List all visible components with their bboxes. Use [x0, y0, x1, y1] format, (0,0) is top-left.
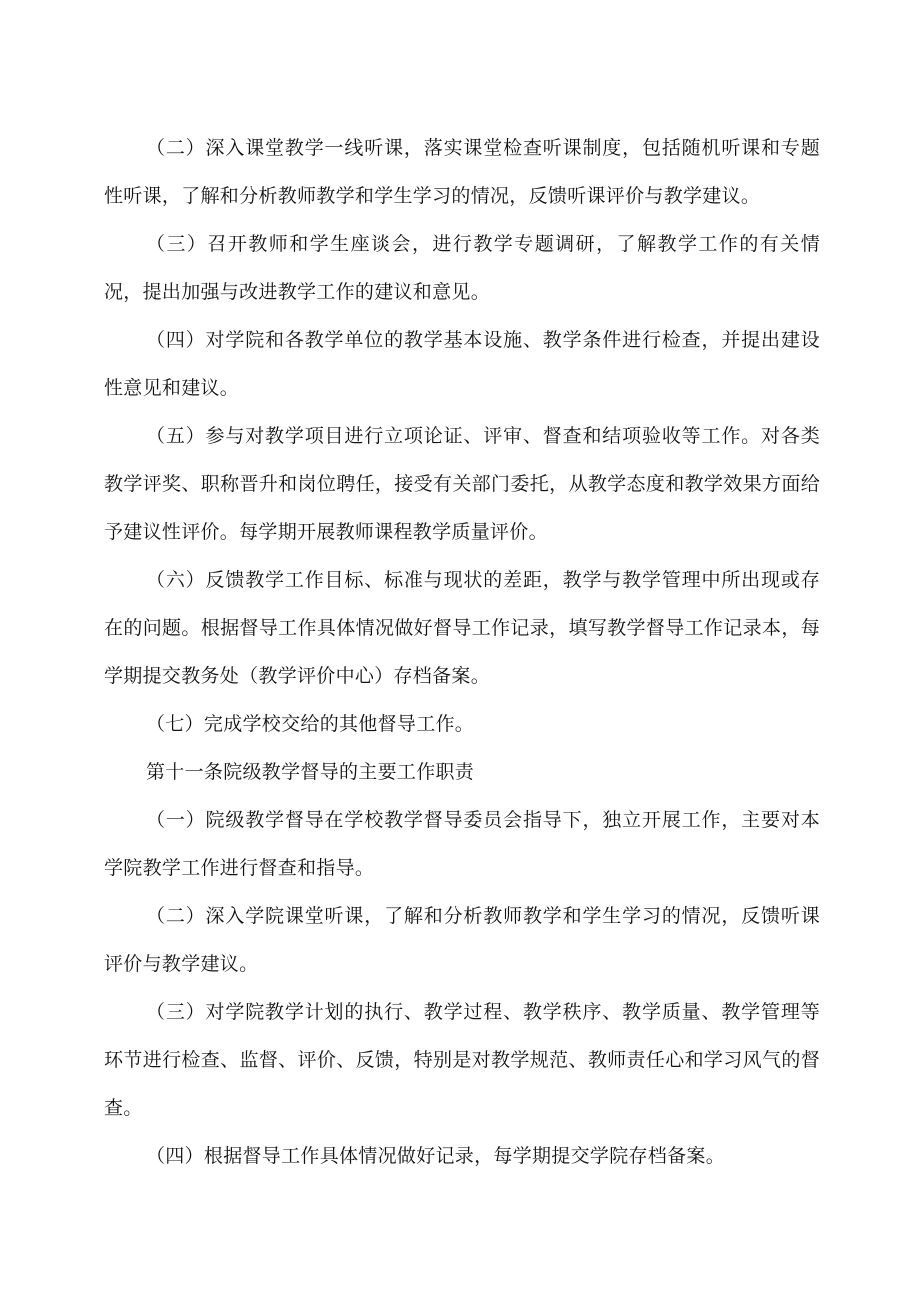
- paragraph-college-item-1: （一）院级教学督导在学校教学督导委员会指导下，独立开展工作，主要对本学院教学工作进行督查和指导。: [104, 809, 820, 879]
- paragraph-item-6: （六）反馈教学工作目标、标准与现状的差距，教学与教学管理中所出现或存在的问题。根据督导工作具体情况做好督导工作记录，填写教学督导工作记录本，每学期提交教务处（教学评价中心）存档备案。: [104, 569, 820, 687]
- paragraph-item-3: （三）召开教师和学生座谈会，进行教学专题调研，了解教学工作的有关情况，提出加强与改进教学工作的建议和意见。: [104, 233, 820, 303]
- paragraph-college-item-2: （二）深入学院课堂听课，了解和分析教师教学和学生学习的情况，反馈听课评价与教学建议。: [104, 905, 820, 975]
- article-heading: 第十一条院级教学督导的主要工作职责: [146, 761, 475, 783]
- paragraph-item-2: （二）深入课堂教学一线听课，落实课堂检查听课制度，包括随机听课和专题性听课，了解和分析教师教学和学生学习的情况，反馈听课评价与教学建议。: [104, 137, 820, 207]
- paragraph-item-5: （五）参与对教学项目进行立项论证、评审、督查和结项验收等工作。对各类教学评奖、职称晋升和岗位聘任，接受有关部门委托，从教学态度和教学效果方面给予建议性评价。每学期开展教师课程教学质量评价。: [104, 425, 820, 543]
- paragraph-item-7: （七）完成学校交给的其他督导工作。: [146, 713, 475, 735]
- paragraph-college-item-3: （三）对学院教学计划的执行、教学过程、教学秩序、教学质量、教学管理等环节进行检查、监督、评价、反馈，特别是对教学规范、教师责任心和学习风气的督查。: [104, 1001, 820, 1119]
- paragraph-college-item-4: （四）根据督导工作具体情况做好记录，每学期提交学院存档备案。: [146, 1145, 726, 1167]
- document-body: [104, 124, 820, 1180]
- paragraph-item-4: （四）对学院和各教学单位的教学基本设施、教学条件进行检查，并提出建设性意见和建议。: [104, 329, 820, 399]
